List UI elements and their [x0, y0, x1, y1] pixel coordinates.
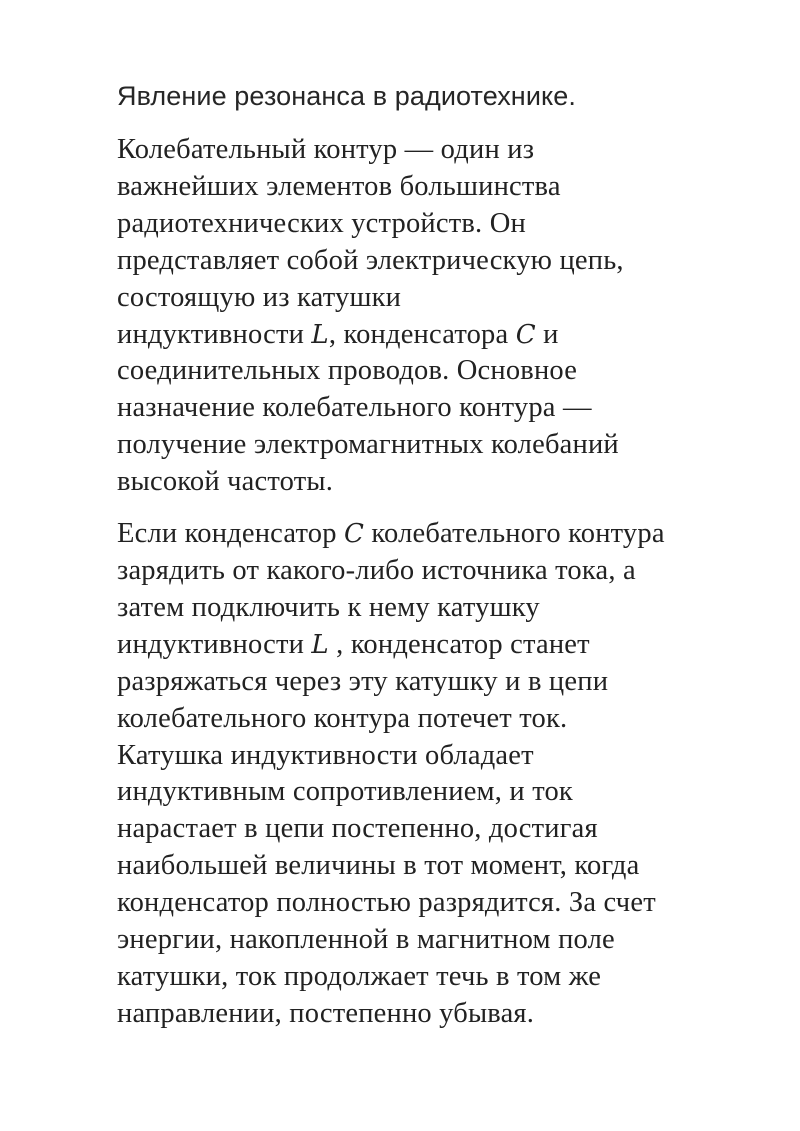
capacitance-symbol: C — [515, 319, 536, 350]
text-line: важнейших элементов большинства — [117, 170, 561, 202]
text-line: радиотехнических устройств. Он — [117, 207, 526, 239]
text-line: индуктивным сопротивлением, и ток — [117, 776, 573, 808]
text-fragment: индуктивности — [117, 318, 312, 350]
text-line: состоящую из катушки — [117, 281, 402, 313]
text-fragment: , конденсатор станет — [328, 628, 590, 660]
text-line: наибольшей величины в тот момент, когда — [117, 850, 640, 882]
text-line-with-symbol — [117, 627, 757, 664]
text-line: Колебательный контур — один из — [117, 134, 535, 165]
text-fragment: Если конденсатор — [117, 518, 344, 550]
text-line: назначение колебательного контура — — [117, 392, 592, 424]
text-fragment: и — [535, 318, 559, 350]
text-line: представляет собой электрическую цепь, — [117, 244, 624, 276]
inductance-symbol: L — [311, 629, 329, 660]
text-line: затем подключить к нему катушку — [117, 591, 540, 623]
text-line: энергии, накопленной в магнитном поле — [117, 924, 615, 956]
text-line: соединительных проводов. Основное — [117, 355, 578, 387]
text-line: конденсатор полностью разрядится. За счет — [117, 887, 656, 919]
text-fragment: , конденсатора — [328, 318, 516, 350]
text-line: разряжаться через эту катушку и в цепи — [117, 665, 609, 697]
capacitance-symbol: C — [343, 519, 365, 550]
text-line: колебательного контура потечет ток. — [117, 702, 568, 734]
text-line: получение электромагнитных колебаний — [117, 429, 619, 461]
document-page — [117, 78, 757, 1048]
paragraph-2 — [117, 516, 757, 1033]
text-fragment: колебательного контура — [364, 518, 665, 550]
text-line: зарядить от какого-либо источника тока, а — [117, 554, 636, 586]
paragraph-1 — [117, 132, 757, 501]
text-line: нарастает в цепи постепенно, достигая — [117, 813, 598, 845]
text-line: направлении, постепенно убывая. — [117, 997, 535, 1029]
text-line-with-symbol — [117, 516, 757, 553]
text-line: катушки, ток продолжает течь в том же — [117, 960, 602, 992]
text-line: высокой частоты. — [117, 466, 334, 498]
text-line: Катушка индуктивности обладает — [117, 739, 534, 771]
inductance-symbol: L — [311, 319, 329, 350]
text-fragment: индуктивности — [117, 628, 312, 660]
section-heading: Явление резонанса в радиотехнике. — [117, 81, 576, 111]
text-line-with-symbols — [117, 317, 757, 354]
